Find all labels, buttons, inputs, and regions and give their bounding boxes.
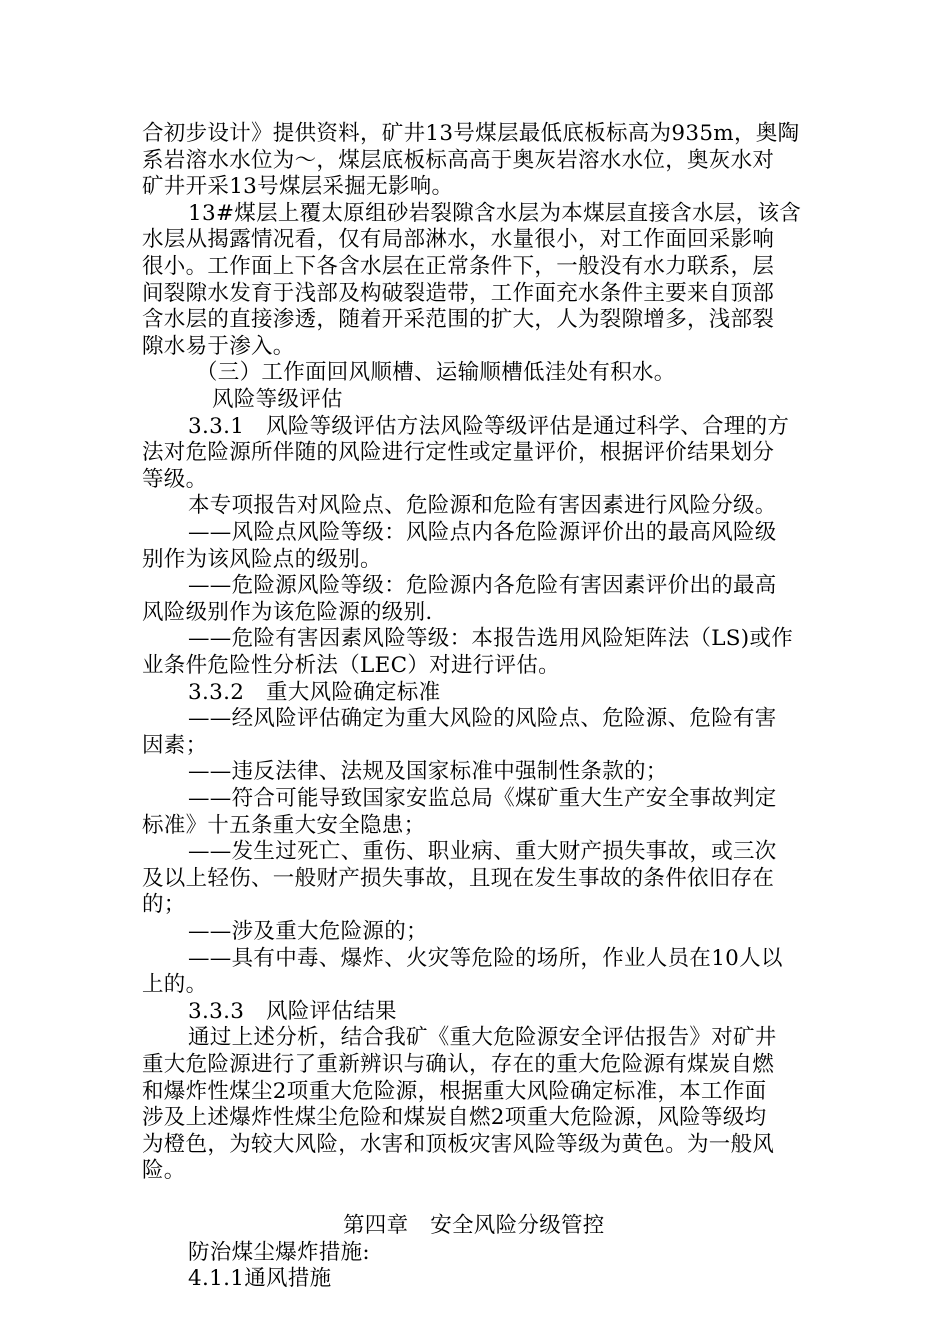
coal-dust-measures-heading: 防治煤尘爆炸措施: [188,1240,370,1265]
text-line: ——涉及重大危险源的； [188,919,428,944]
chapter-four-heading: 第四章 安全风险分级管控 [343,1213,605,1238]
heading-three: （三）工作面回风顺槽、运输顺槽低洼处有积水。 [196,360,676,385]
text-line: 标准》十五条重大安全隐患； [142,813,426,838]
text-line: 隙水易于渗入。 [142,334,295,359]
subsection-3-3-1: 3.3.1 风险等级评估方法风险等级评估是通过科学、合理的方 [188,414,790,439]
text-line: 上的。 [142,972,208,997]
subsection-3-3-3: 3.3.3 风险评估结果 [188,999,397,1024]
text-line: 含水层的直接渗透，随着开采范围的扩大，人为裂隙增多，浅部裂 [142,307,775,332]
text-line: 合初步设计》提供资料，矿井13号煤层最低底板标高为935m，奥陶 [142,121,800,146]
text-line: 矿井开采13号煤层采掘无影响。 [142,174,454,199]
text-line: ——违反法律、法规及国家标准中强制性条款的； [188,759,668,784]
text-line: ——符合可能导致国家安监总局《煤矿重大生产安全事故判定 [188,786,777,811]
text-line: ——危险有害因素风险等级：本报告选用风险矩阵法（LS)或作 [188,626,794,651]
text-line: ——具有中毒、爆炸、火灾等危险的场所，作业人员在10人以 [188,946,783,971]
text-line: 很小。工作面上下各含水层在正常条件下，一般没有水力联系，层 [142,254,775,279]
text-line: 涉及上述爆炸性煤尘危险和煤炭自燃2项重大危险源，风险等级均 [142,1105,767,1130]
text-line: 及以上轻伤、一般财产损失事故，且现在发生事故的条件依旧存在 [142,866,775,891]
text-line: 法对危险源所伴随的风险进行定性或定量评价，根据评价结果划分 [142,440,775,465]
text-line: 系岩溶水水位为～，煤层底板标高高于奥灰岩溶水水位，奥灰水对 [142,148,775,173]
text-line: 为橙色，为较大风险，水害和顶板灾害风险等级为黄色。为一般风 [142,1132,775,1157]
text-line: 的； [142,892,186,917]
text-line: 间裂隙水发育于浅部及构破裂造带，工作面充水条件主要来自顶部 [142,281,775,306]
text-line: ——危险源风险等级：危险源内各危险有害因素评价出的最高 [188,573,777,598]
text-line: 水层从揭露情况看，仅有局部淋水，水量很小，对工作面回采影响 [142,227,775,252]
text-line: 13#煤层上覆太原组砂岩裂隙含水层为本煤层直接含水层，该含 [188,201,802,226]
text-line: 重大危险源进行了重新辨识与确认，存在的重大危险源有煤炭自燃 [142,1052,775,1077]
text-line: ——发生过死亡、重伤、职业病、重大财产损失事故，或三次 [188,839,777,864]
text-line: 风险级别作为该危险源的级别. [142,600,433,625]
text-line: 本专项报告对风险点、危险源和危险有害因素进行风险分级。 [188,493,777,518]
text-line: 和爆炸性煤尘2项重大危险源，根据重大风险确定标准，本工作面 [142,1079,767,1104]
subsection-4-1-1: 4.1.1通风措施 [188,1266,332,1291]
text-line: 通过上述分析，结合我矿《重大危险源安全评估报告》对矿井 [188,1025,777,1050]
text-line: 因素； [142,733,208,758]
section-heading: 风险等级评估 [212,387,343,412]
text-line: 险。 [142,1158,186,1183]
text-line: ——经风险评估确定为重大风险的风险点、危险源、危险有害 [188,706,777,731]
text-line: ——风险点风险等级：风险点内各危险源评价出的最高风险级 [188,520,777,545]
text-line: 业条件危险性分析法（LEC）对进行评估。 [142,653,560,678]
text-line: 等级。 [142,467,208,492]
text-line: 别作为该风险点的级别。 [142,547,382,572]
subsection-3-3-2: 3.3.2 重大风险确定标准 [188,680,441,705]
